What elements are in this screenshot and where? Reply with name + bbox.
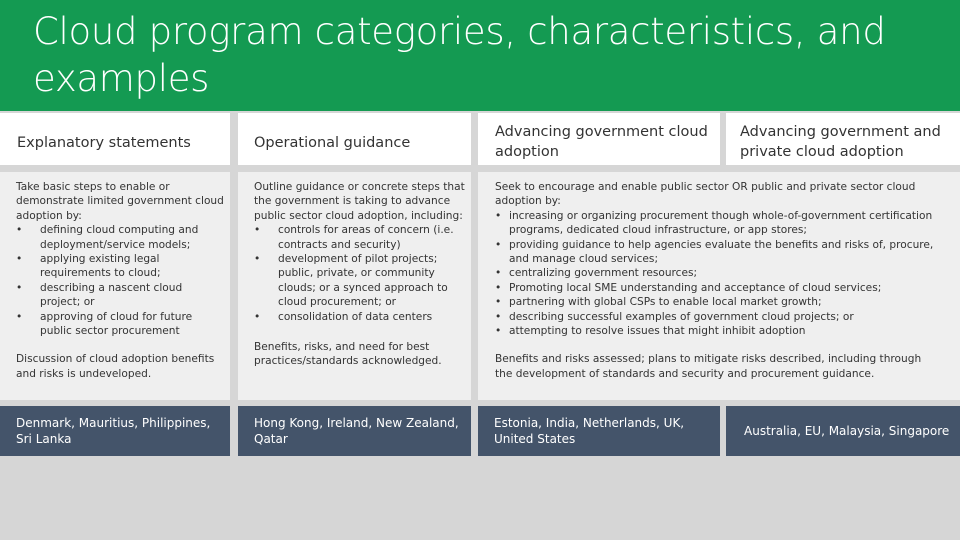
list-item: • increasing or organizing procurement though whole-of-government certification programs, dedicated cloud infrastructure, or app stores; bbox=[495, 209, 933, 237]
examples-text: Hong Kong, Ireland, New Zealand, Qatar bbox=[254, 416, 459, 446]
bullet-glyph: • bbox=[495, 325, 502, 338]
list-item: • consolidation of data centers bbox=[254, 310, 433, 323]
page-title: Cloud program categories, characteristics, and examples bbox=[33, 10, 886, 100]
bullet-glyph: • bbox=[16, 224, 23, 237]
examples-explanatory-statements bbox=[0, 406, 230, 456]
header-label: Operational guidance bbox=[254, 135, 411, 151]
examples-text: Denmark, Mauritius, Philippines, Sri Lanka bbox=[16, 416, 211, 446]
body-operational-guidance bbox=[238, 172, 471, 400]
list-item: • providing guidance to help agencies evaluate the benefits and risks of, procure, and manage cloud services; bbox=[495, 238, 934, 266]
header-label: Explanatory statements bbox=[17, 135, 191, 151]
cell-intro: Take basic steps to enable or demonstrate limited government cloud adoption by: bbox=[16, 181, 224, 222]
examples-text: Australia, EU, Malaysia, Singapore bbox=[744, 424, 950, 438]
list-item: • describing successful examples of government cloud projects; or bbox=[495, 310, 854, 323]
examples-operational-guidance bbox=[238, 406, 471, 456]
bullet-glyph: • bbox=[16, 310, 23, 323]
body-advancing-adoption-merged bbox=[478, 172, 960, 400]
cell-intro: Seek to encourage and enable public sector OR public and private sector cloud adoption by: bbox=[495, 181, 916, 208]
examples-advancing-government-private bbox=[726, 406, 960, 456]
bullet-glyph: • bbox=[495, 310, 502, 323]
cell-intro: Outline guidance or concrete steps that the government is taking to advance public sector cloud adoption, including: bbox=[254, 181, 465, 222]
bullet-glyph: • bbox=[495, 267, 502, 280]
bullet-glyph: • bbox=[495, 209, 502, 222]
header-explanatory-statements bbox=[0, 113, 230, 165]
list-item: • attempting to resolve issues that might inhibit adoption bbox=[495, 325, 806, 338]
list-item: • controls for areas of concern (i.e. contracts and security) bbox=[254, 224, 454, 251]
bullet-glyph: • bbox=[495, 238, 502, 251]
bullet-glyph: • bbox=[16, 281, 23, 294]
header-advancing-government-private bbox=[726, 113, 960, 165]
cell-footer: Benefits and risks assessed; plans to mitigate risks described, including through the development of standards and security and procurement guidance. bbox=[495, 353, 922, 380]
bullet-glyph: • bbox=[254, 253, 261, 266]
header-label: Advancing government and private cloud adoption bbox=[740, 124, 941, 160]
bullet-glyph: • bbox=[254, 224, 261, 237]
list-item: • Promoting local SME understanding and acceptance of cloud services; bbox=[495, 281, 882, 294]
list-item: • development of pilot projects; public, private, or community clouds; or a synced approach to cloud procurement; or bbox=[254, 253, 448, 309]
header-label: Advancing government cloud adoption bbox=[495, 124, 708, 160]
header-operational-guidance bbox=[238, 113, 471, 165]
bullet-glyph: • bbox=[254, 310, 261, 323]
bullet-glyph: • bbox=[495, 281, 502, 294]
header-advancing-government bbox=[478, 113, 720, 165]
examples-text: Estonia, India, Netherlands, UK, United States bbox=[494, 416, 685, 446]
list-item: • defining cloud computing and deployment/service models; bbox=[16, 224, 199, 251]
cell-footer: Benefits, risks, and need for best practices/standards acknowledged. bbox=[254, 341, 442, 368]
body-explanatory-statements bbox=[0, 172, 230, 400]
list-item: • partnering with global CSPs to enable local market growth; bbox=[495, 296, 822, 309]
list-item: • centralizing government resources; bbox=[495, 267, 698, 280]
examples-advancing-government bbox=[478, 406, 720, 456]
title-bar bbox=[0, 0, 960, 111]
list-item: • approving of cloud for future public sector procurement bbox=[16, 310, 193, 338]
cell-footer: Discussion of cloud adoption benefits and risks is undeveloped. bbox=[16, 353, 215, 380]
bullet-glyph: • bbox=[16, 253, 23, 266]
list-item: • describing a nascent cloud project; or bbox=[16, 281, 183, 309]
bullet-glyph: • bbox=[495, 296, 502, 309]
list-item: • applying existing legal requirements to cloud; bbox=[16, 253, 161, 280]
